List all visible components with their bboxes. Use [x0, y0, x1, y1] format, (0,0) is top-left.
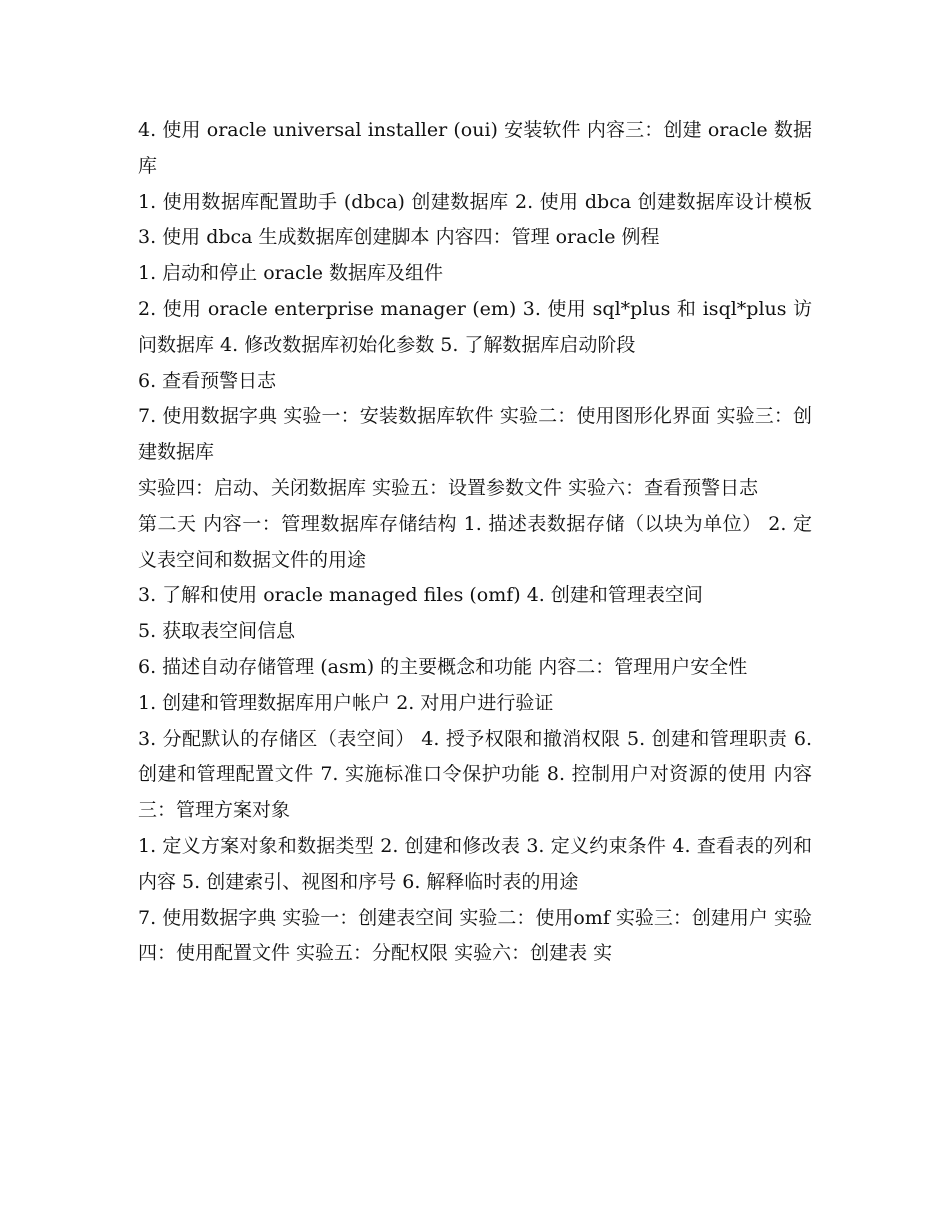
paragraph: 6. 描述自动存储管理 (asm) 的主要概念和功能 内容二：管理用户安全性: [138, 655, 748, 678]
document-body: [138, 113, 812, 972]
paragraph: 2. 使用 oracle enterprise manager (em) 3. 使用 sql*plus 和 isql*plus 访问数据库 4. 修改数据库初始化参数 5. 了解数据库启动阶段: [138, 297, 812, 356]
paragraph: 1. 定义方案对象和数据类型 2. 创建和修改表 3. 定义约束条件 4. 查看表的列和内容 5. 创建索引、视图和序号 6. 解释临时表的用途: [138, 834, 812, 893]
paragraph: 7. 使用数据字典 实验一：安装数据库软件 实验二：使用图形化界面 实验三：创建数据库: [138, 405, 812, 464]
paragraph: 第二天 内容一：管理数据库存储结构 1. 描述表数据存储（以块为单位） 2. 定义表空间和数据文件的用途: [138, 512, 812, 571]
paragraph: 3. 分配默认的存储区（表空间） 4. 授予权限和撤消权限 5. 创建和管理职责 6. 创建和管理配置文件 7. 实施标准口令保护功能 8. 控制用户对资源的使用 内容三：管理方案对象: [138, 727, 812, 822]
paragraph: 3. 了解和使用 oracle managed files (omf) 4. 创建和管理表空间: [138, 584, 703, 607]
paragraph: 7. 使用数据字典 实验一：创建表空间 实验二：使用omf 实验三：创建用户 实验四：使用配置文件 实验五：分配权限 实验六：创建表 实: [138, 906, 812, 965]
paragraph: 5. 获取表空间信息: [138, 620, 296, 643]
paragraph: 1. 启动和停止 oracle 数据库及组件: [138, 262, 444, 285]
paragraph: 4. 使用 oracle universal installer (oui) 安装软件 内容三：创建 oracle 数据库: [138, 119, 812, 177]
paragraph: 1. 使用数据库配置助手 (dbca) 创建数据库 2. 使用 dbca 创建数据库设计模板 3. 使用 dbca 生成数据库创建脚本 内容四：管理 oracle 例程: [138, 190, 812, 249]
paragraph: 实验四：启动、关闭数据库 实验五：设置参数文件 实验六：查看预警日志: [138, 476, 759, 499]
paragraph: 6. 查看预警日志: [138, 369, 277, 392]
paragraph: 1. 创建和管理数据库用户帐户 2. 对用户进行验证: [138, 691, 554, 714]
